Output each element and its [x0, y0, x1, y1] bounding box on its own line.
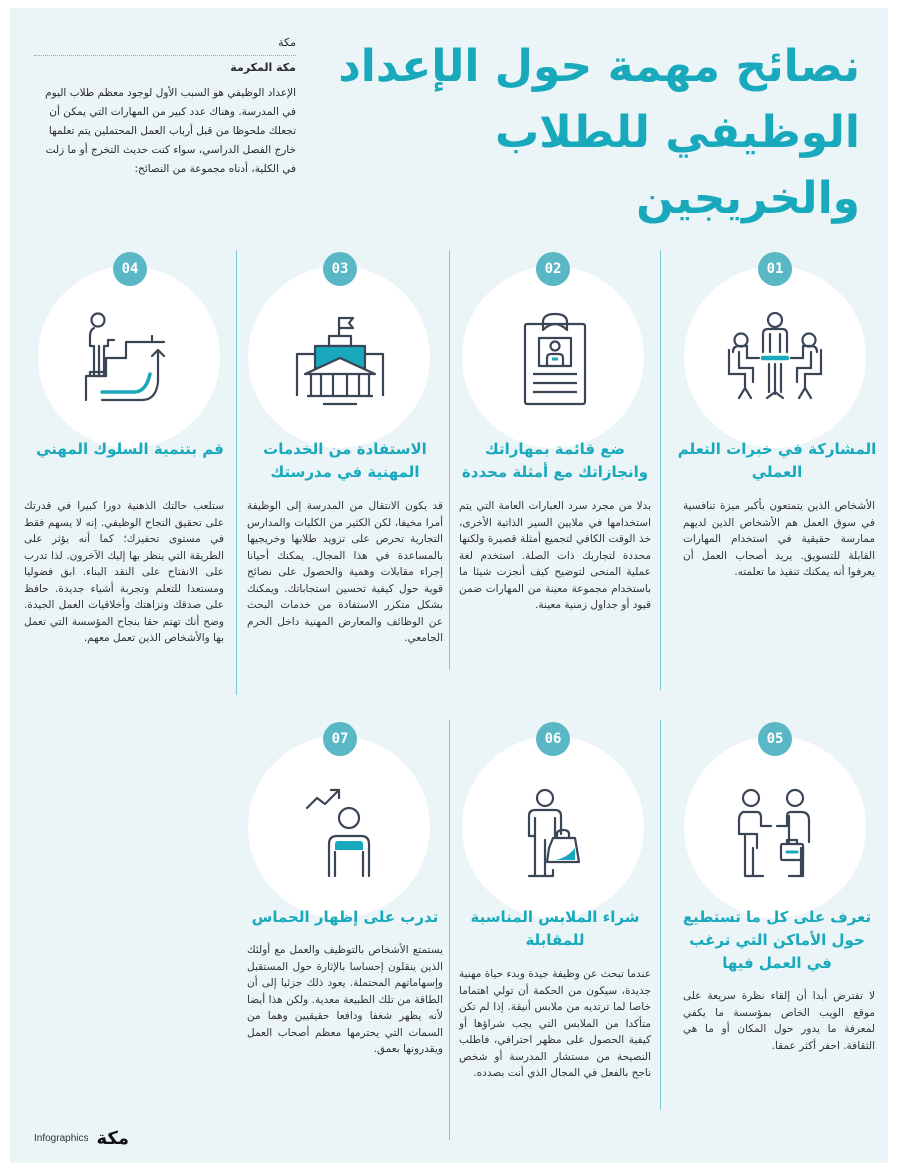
tip-title: تدرب على إظهار الحماس: [251, 908, 439, 926]
location-label: مكة: [34, 36, 296, 56]
tip-card-01: [677, 252, 877, 692]
step-number-badge: 06: [536, 722, 570, 756]
tip-card-03: [245, 252, 445, 692]
column-divider: [449, 720, 450, 1140]
handshake-icon: [737, 788, 813, 880]
step-number-badge: 01: [758, 252, 792, 286]
intro-text: الإعداد الوظيفي هو السبب الأول لوجود معظم طلاب اليوم في المدرسة. وهناك عدد كبير من المهارات التي يمكن أن تجعلك ملحوظا من قبل أرباب العمل المحتملين يتم تعلمها خارج الفصل الدراسي، سواء كنت حديث التخرج أو ما زلت في الكلية، أدناه مجموعة من النصائح:: [45, 87, 296, 175]
location-full-label: مكة المكرمة: [230, 61, 296, 74]
id-badge-icon: [523, 312, 587, 407]
intro-block: [34, 36, 296, 179]
tip-title: شراء الملابس المناسبة للمقابلة: [470, 908, 640, 949]
tip-card-07: [245, 722, 445, 1122]
step-number-badge: 03: [323, 252, 357, 286]
step-number-badge: 02: [536, 252, 570, 286]
person-growth-icon: [305, 788, 377, 880]
career-stairs-icon: [84, 312, 170, 404]
tip-text: الأشخاص الذين يتمتعون بأكبر ميزة تنافسية في سوق العمل هم الأشخاص الذين لديهم ممارسة حقيقية في استخدام المهارات القابلة للتسويق. يريد أصحاب العمل أن يعرفوا أنه يمكنك تنفيذ ما تعلمته.: [683, 500, 875, 578]
school-building-icon: [295, 314, 385, 406]
tip-title: تعرف على كل ما تستطيع حول الأماكن التي ترغب في العمل فيها: [682, 908, 872, 972]
tip-card-06: [455, 722, 655, 1122]
tip-card-05: [677, 722, 877, 1122]
footer-label: Infographics: [34, 1133, 89, 1144]
tip-text: يستمتع الأشخاص بالتوظيف والعمل مع أولئك الذين ينقلون إحساسا بالإثارة حول المستقبل وإسهاماتهم المحتملة. يعود ذلك جزئيا إلى أن الطاقة من تلك الطبيعة معدية. ولكن هذا أيضا لأنه يظهر شغفا ودافعا حقيقيين وهما من السمات التي يحترمها معظم أصحاب العمل ويقدرونها بعمق.: [247, 944, 443, 1055]
step-number-badge: 04: [113, 252, 147, 286]
column-divider: [660, 720, 661, 1110]
tip-title: المشاركة في خبرات التعلم العملي: [677, 440, 877, 481]
meeting-table-icon: [725, 312, 825, 402]
tip-title: ضع قائمة بمهاراتك وانجازاتك مع أمثلة محددة: [461, 440, 649, 481]
tip-card-04: [24, 252, 230, 692]
tip-text: لا تفترض أبدا أن إلقاء نظرة سريعة على موقع الويب الخاص بمؤسسة ما يكفي لمعرفة ما يدور حول المكان أو ما هي الثقافة. احفر أكثر عمقا.: [683, 990, 875, 1052]
tip-title: الاستفادة من الخدمات المهنية في مدرستك: [263, 440, 427, 481]
column-divider: [236, 250, 237, 695]
tip-card-02: [455, 252, 655, 692]
page-title: [320, 34, 860, 232]
step-number-badge: 07: [323, 722, 357, 756]
tip-text: عندما تبحث عن وظيفة جيدة وبدء حياة مهنية جديدة، سيكون من الحكمة أن تولي اهتماما خاصا لما ترتديه من ملابس أنيقة. إذا لم تكن متأكدا من الملابس التي يجب شراؤها أو كيفية الحصول على مظهر احترافي، فاطلب النصيحة من مستشار المدرسة أو شخص ناجح بالفعل في المجال الذي أنت بصدده.: [458, 968, 651, 1079]
tip-text: ستلعب حالتك الذهنية دورا كبيرا في قدرتك على تحقيق النجاح الوظيفي. إنه لا يسهم فقط في مستوى تحفيزك؛ كما أنه يؤثر على الطريقة التي ينظر بها إليك الآخرون. لذا تدرب على الانفتاح على النقد البناء. ابق فضوليا ومستعدا للتعلم وتجربة أشياء جديدة. حافظ على صدقك ونزاهتك وأخلاقيات العمل الجيدة. وضح أنك تهتم حقا بنجاح المؤسسة التي تعمل بها والأشخاص الذين تعمل معهم.: [24, 500, 224, 644]
tip-text: بدلا من مجرد سرد العبارات العامة التي يتم استخدامها في ملايين السير الذاتية الأخرى، خذ الوقت الكافي لتجميع أمثلة قصيرة ولكنها محددة لتجاربك ذات الصلة. استخدم لغة عملية المنحى لتوضيح كيف أنجزت شيئا ما باستخدام مجموعة معينة من المهارات ضمن قيود أو جداول زمنية معينة.: [459, 500, 651, 611]
shopping-bag-person-icon: [525, 788, 581, 880]
tip-text: قد يكون الانتقال من المدرسة إلى الوظيفة أمرا مخيفا، لكن الكثير من الكليات والمدارس التجارية تحرص على تزويد طلابها وخريجيها بالمساعدة في هذا المجال. يمكنك أحيانا إجراء مقابلات وهمية والحصول على نصائح قوية حول كيفية تحسين استجاباتك. ويمكنك بشكل متكرر الاستفادة من خدمات البحث عن الوظائف والمعارض المهنية داخل الحرم الجامعي.: [247, 500, 443, 644]
column-divider: [449, 250, 450, 670]
column-divider: [660, 250, 661, 690]
title-line-2: الوظيفي للطلاب والخريجين: [494, 107, 860, 224]
footer: [34, 1128, 129, 1149]
tip-title: قم بتنمية السلوك المهني: [36, 440, 224, 458]
title-line-1: نصائح مهمة حول الإعداد: [338, 41, 860, 92]
makkah-logo: مكة: [96, 1128, 130, 1149]
step-number-badge: 05: [758, 722, 792, 756]
